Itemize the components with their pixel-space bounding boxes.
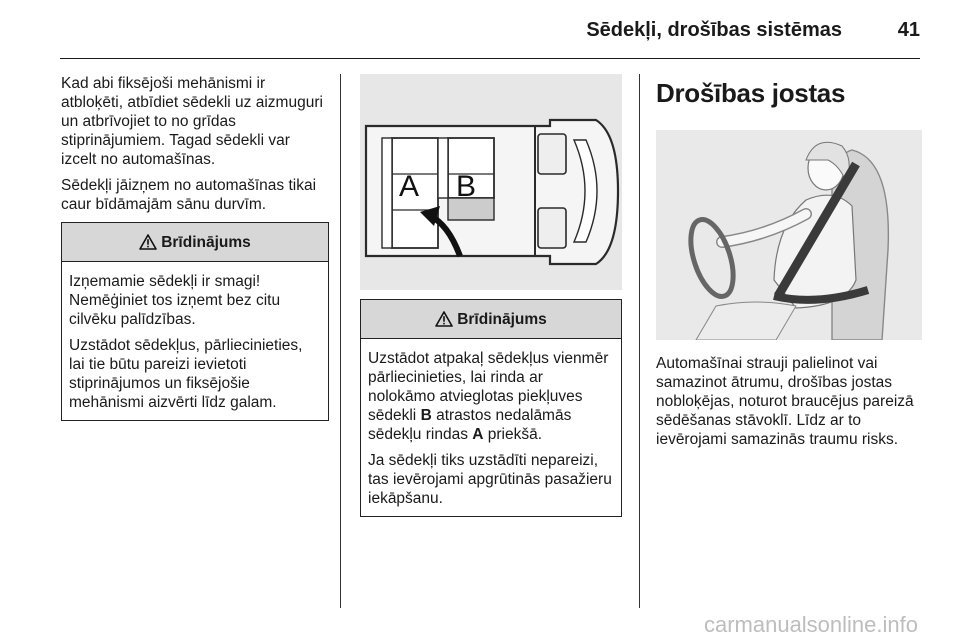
warning-text-order: Uzstādot atpakaļ sēdekļus vienmēr pārliecinieties, lai rinda ar nolokāmo atvieglotas piekļuves sēdekli B atrastos nedalāmās sēdekļu rindas A priekšā. — [368, 350, 609, 443]
warning-header — [62, 223, 328, 262]
paragraph-seat-removal: Kad abi fiksējoši mehānismi ir atbloķēti, atbīdiet sēdekli uz aizmuguri un atbrīvojiet to no grīdas stiprinājumiem. Tagad sēdekli var izcelt no automašīnas. — [61, 75, 323, 168]
warning-text-install: Uzstādot sēdekļus, pārliecinieties, lai tie būtu pareizi ievietoti stiprinājumos un fiksējošie mehānismi aizvērti līdz galam. — [69, 337, 303, 411]
warning-header — [361, 300, 621, 339]
paragraph-sliding-door: Sēdekļi jāizņem no automašīnas tikai caur bīdāmajām sānu durvīm. — [61, 177, 317, 213]
chapter-title: Sēdekļi, drošības sistēmas — [586, 19, 842, 41]
warning-text-incorrect: Ja sēdekļi tiks uzstādīti nepareizi, tas ievērojami apgrūtinās pasažieru iekāpšanu. — [368, 452, 612, 507]
warning-triangle-icon — [139, 234, 157, 250]
column-3 — [656, 74, 922, 456]
column-1 — [61, 74, 329, 421]
column-divider-1 — [340, 74, 341, 608]
page-header — [0, 0, 960, 60]
van-seat-diagram — [360, 74, 622, 290]
page-number: 41 — [897, 19, 920, 41]
seatbelt-figure — [656, 130, 922, 340]
warning-text-heavy: Izņemamie sēdekļi ir smagi! Nemēģiniet tos izņemt bez citu cilvēku palīdzības. — [69, 273, 281, 328]
column-divider-2 — [639, 74, 640, 608]
section-heading: Drošības jostas — [656, 78, 846, 108]
paragraph-seatbelt-lock: Automašīnai strauji palielinot vai samazinot ātrumu, drošības jostas nobloķējas, noturot braucējus pareizā sēdēšanas stāvoklī. Līdz ar to ievērojami samazinās traumu risks. — [656, 355, 914, 448]
warning-body — [62, 262, 328, 420]
diagram-label-a: A — [399, 170, 420, 203]
warning-title: Brīdinājums — [457, 310, 547, 328]
watermark: carmanualsonline.info — [703, 612, 918, 637]
diagram-label-b: B — [456, 170, 477, 203]
seat-layout-figure — [360, 74, 622, 290]
column-2 — [360, 74, 622, 517]
header-rule — [60, 58, 920, 59]
warning-box-heavy-seats — [61, 222, 329, 421]
warning-box-seat-order — [360, 299, 622, 517]
driver-seatbelt-illustration — [656, 130, 922, 340]
warning-triangle-icon — [435, 311, 453, 327]
warning-body — [361, 339, 621, 516]
warning-title: Brīdinājums — [161, 233, 251, 251]
